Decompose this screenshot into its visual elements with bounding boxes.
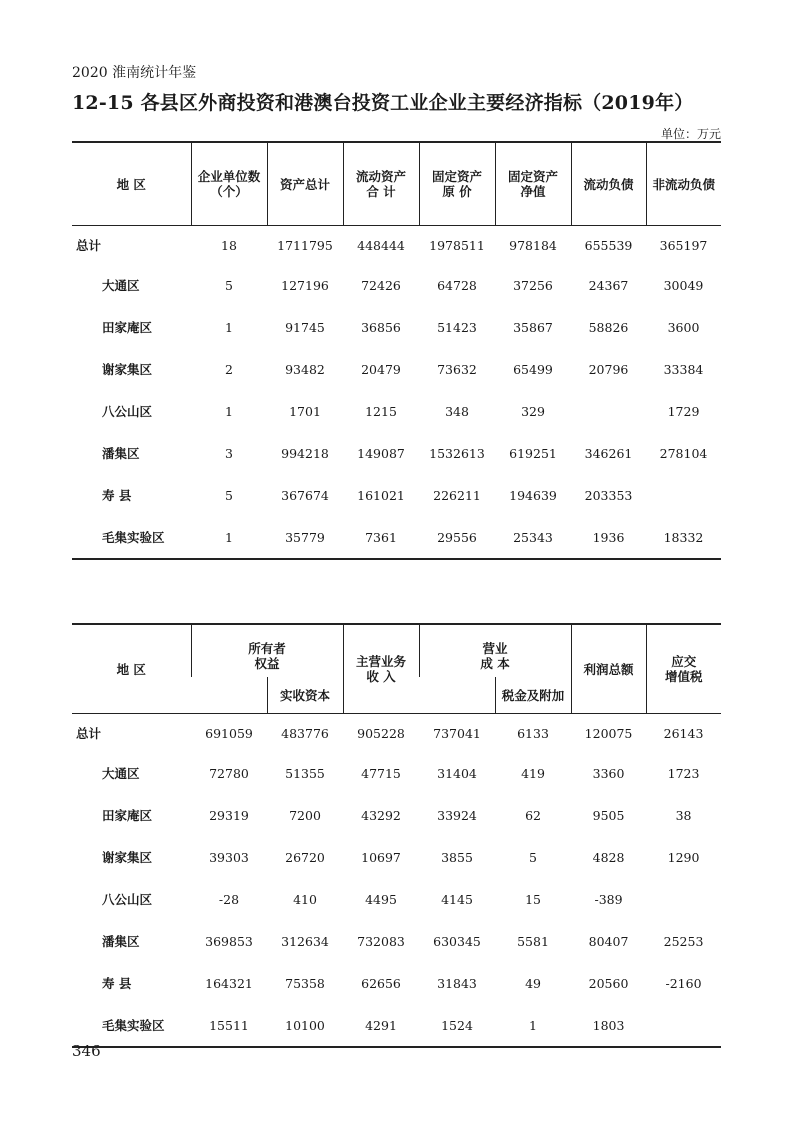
table-cell: 127196	[281, 277, 329, 293]
table-cell: 278104	[659, 445, 708, 461]
table-cell: 120075	[584, 725, 633, 741]
table-cell: 4828	[592, 849, 625, 865]
table-cell: 24367	[588, 277, 629, 293]
table-row	[72, 264, 721, 306]
table-cell: 49	[525, 975, 541, 991]
table-cell: 25253	[663, 933, 704, 949]
table-cell: 58826	[588, 319, 629, 335]
table-cell: 1978511	[429, 237, 485, 253]
column-header: 税金及附加	[495, 677, 571, 714]
region-name: 寿 县	[102, 488, 132, 503]
table-cell: 4495	[365, 891, 397, 907]
table-cell: 39303	[209, 849, 249, 865]
table-row	[72, 920, 721, 962]
region-name: 潘集区	[102, 934, 140, 949]
region-name: 大通区	[102, 766, 140, 781]
table-cell: 72780	[209, 765, 249, 781]
table-cell: 73632	[437, 361, 477, 377]
table-cell: 1	[225, 319, 233, 335]
table-cell: 15	[525, 891, 541, 907]
table-cell: 35779	[267, 516, 343, 559]
table-cell: 3	[225, 445, 233, 461]
table-cell: 20796	[588, 361, 629, 377]
table-cell: 1711795	[277, 237, 333, 253]
table-cell: 2	[225, 361, 233, 377]
table-cell: 5	[225, 487, 233, 503]
table-cell: 1	[191, 516, 267, 559]
table-cell: 43292	[361, 807, 401, 823]
region-name: 潘集区	[102, 446, 140, 461]
table-row	[72, 1004, 721, 1047]
table-cell	[571, 390, 646, 432]
table-cell: 1	[225, 403, 233, 419]
indicators-table-1	[72, 141, 721, 560]
column-header: 企业单位数 （个）	[191, 142, 267, 226]
table-cell: 1936	[571, 516, 646, 559]
table-row	[72, 306, 721, 348]
column-header: 固定资产 净值	[495, 142, 571, 226]
yearbook-name: 2020 淮南统计年鉴	[72, 65, 197, 81]
column-header: 主营业务 收 入	[343, 624, 419, 714]
table-cell: 161021	[357, 487, 405, 503]
column-header: 利润总额	[571, 624, 646, 714]
region-name: 毛集实验区	[72, 1004, 191, 1047]
table-header-row	[72, 624, 721, 677]
table-row	[72, 836, 721, 878]
table-cell: 93482	[285, 361, 325, 377]
table-cell: 6133	[517, 725, 549, 741]
table-row	[72, 962, 721, 1004]
table-cell: 737041	[433, 725, 481, 741]
table-cell: 312634	[281, 933, 329, 949]
table-cell: 72426	[361, 277, 401, 293]
table-cell: 691059	[205, 725, 253, 741]
table-cell: 5581	[517, 933, 549, 949]
table-cell: 3360	[592, 765, 625, 781]
table-cell: 329	[521, 403, 545, 419]
table-row	[72, 226, 721, 265]
page-number: 346	[72, 1042, 101, 1060]
table-row	[72, 390, 721, 432]
table-cell: 64728	[437, 277, 477, 293]
table-cell: 1524	[419, 1004, 495, 1047]
table-cell: 367674	[281, 487, 329, 503]
table-cell	[646, 878, 721, 920]
table-cell: 410	[293, 891, 317, 907]
table-cell: 448444	[357, 237, 405, 253]
table-cell: 905228	[357, 725, 405, 741]
column-header: 流动负债	[571, 142, 646, 226]
table-cell: 18332	[646, 516, 721, 559]
table-cell: 62	[525, 807, 541, 823]
table-cell: 91745	[285, 319, 325, 335]
table-cell: 365197	[659, 237, 708, 253]
table-cell: 978184	[509, 237, 557, 253]
region-name: 大通区	[102, 278, 140, 293]
column-header: 流动资产 合 计	[343, 142, 419, 226]
column-header: 非流动负债	[646, 142, 721, 226]
table-cell: 1532613	[429, 445, 485, 461]
table-cell: 51355	[285, 765, 325, 781]
table-cell: 369853	[205, 933, 253, 949]
table-cell: 26143	[663, 725, 704, 741]
table-cell: 1803	[571, 1004, 646, 1047]
table-cell: 20560	[588, 975, 629, 991]
region-name: 总计	[76, 726, 102, 741]
table-cell: 5	[225, 277, 233, 293]
table-cell: 33924	[437, 807, 477, 823]
table-cell: 1290	[667, 849, 700, 865]
column-header: 所有者 权益	[191, 624, 343, 677]
region-name: 谢家集区	[102, 850, 153, 865]
region-name: 田家庵区	[102, 808, 153, 823]
table-cell: 47715	[361, 765, 401, 781]
table-row	[72, 794, 721, 836]
table-cell: 419	[521, 765, 545, 781]
table-cell: 37256	[513, 277, 553, 293]
table-cell: 149087	[357, 445, 405, 461]
table-cell: 80407	[588, 933, 629, 949]
table-cell: 3855	[441, 849, 473, 865]
table-cell: 619251	[509, 445, 557, 461]
table-cell: 7200	[289, 807, 321, 823]
table-cell: 30049	[663, 277, 704, 293]
table-cell: 348	[445, 403, 469, 419]
table-cell: 31843	[437, 975, 477, 991]
table-cell: 38	[675, 807, 692, 823]
table-cell	[646, 474, 721, 516]
region-name: 八公山区	[102, 404, 153, 419]
table-cell: 1729	[667, 403, 700, 419]
table-cell: 194639	[509, 487, 557, 503]
table-cell: 5	[529, 849, 537, 865]
table-cell: 10697	[361, 849, 401, 865]
table-cell	[646, 1004, 721, 1047]
table-cell: 36856	[361, 319, 401, 335]
column-header: 地 区	[72, 142, 191, 226]
table-cell: 1215	[365, 403, 397, 419]
region-name: 毛集实验区	[72, 516, 191, 559]
region-name: 寿 县	[102, 976, 132, 991]
table-cell: 4291	[343, 1004, 419, 1047]
region-name: 田家庵区	[102, 320, 153, 335]
indicators-table-2	[72, 623, 721, 1048]
table-cell: 20479	[361, 361, 401, 377]
page-title: 12-15 各县区外商投资和港澳台投资工业企业主要经济指标（2019年）	[72, 92, 694, 114]
table-cell: 62656	[361, 975, 401, 991]
table-row	[72, 516, 721, 559]
table-cell: 26720	[285, 849, 325, 865]
table-cell: -2160	[665, 975, 702, 991]
table-row	[72, 714, 721, 753]
table-cell: 346261	[584, 445, 633, 461]
header-spacer	[191, 677, 267, 714]
table-cell: -28	[218, 891, 240, 907]
table-cell: 31404	[437, 765, 477, 781]
column-header: 地 区	[72, 624, 191, 714]
table-cell: 1	[495, 1004, 571, 1047]
table-cell: 994218	[281, 445, 329, 461]
column-header: 资产总计	[267, 142, 343, 226]
table-header-row	[72, 142, 721, 226]
table-cell: 10100	[267, 1004, 343, 1047]
header-spacer	[419, 677, 495, 714]
column-header: 营业 成 本	[419, 624, 571, 677]
column-header: 实收资本	[267, 677, 343, 714]
column-header: 固定资产 原 价	[419, 142, 495, 226]
table-cell: 33384	[663, 361, 704, 377]
region-name: 总计	[76, 238, 102, 253]
table-row	[72, 474, 721, 516]
table-row	[72, 432, 721, 474]
table-cell: 7361	[343, 516, 419, 559]
table-cell: 732083	[357, 933, 405, 949]
table-cell: 25343	[495, 516, 571, 559]
table-cell: 75358	[285, 975, 325, 991]
table-cell: 1701	[289, 403, 321, 419]
table-cell: 29319	[209, 807, 249, 823]
table-cell: 65499	[513, 361, 553, 377]
table-cell: 29556	[419, 516, 495, 559]
table-cell: 9505	[592, 807, 625, 823]
region-name: 谢家集区	[102, 362, 153, 377]
table-cell: 4145	[441, 891, 473, 907]
table-cell: 15511	[191, 1004, 267, 1047]
table-row	[72, 878, 721, 920]
unit-label: 单位：万元	[660, 127, 721, 141]
table-row	[72, 752, 721, 794]
table-cell: 35867	[513, 319, 553, 335]
column-header: 应交 增值税	[646, 624, 721, 714]
table-cell: 226211	[433, 487, 481, 503]
table-cell: 655539	[584, 237, 633, 253]
table-cell: -389	[594, 891, 623, 907]
table-cell: 51423	[437, 319, 477, 335]
table-cell: 164321	[205, 975, 253, 991]
table-cell: 18	[221, 237, 237, 253]
table-row	[72, 348, 721, 390]
table-cell: 630345	[433, 933, 481, 949]
table-cell: 3600	[667, 319, 700, 335]
table-cell: 483776	[281, 725, 329, 741]
table-cell: 1723	[667, 765, 700, 781]
region-name: 八公山区	[102, 892, 153, 907]
table-cell: 203353	[584, 487, 633, 503]
